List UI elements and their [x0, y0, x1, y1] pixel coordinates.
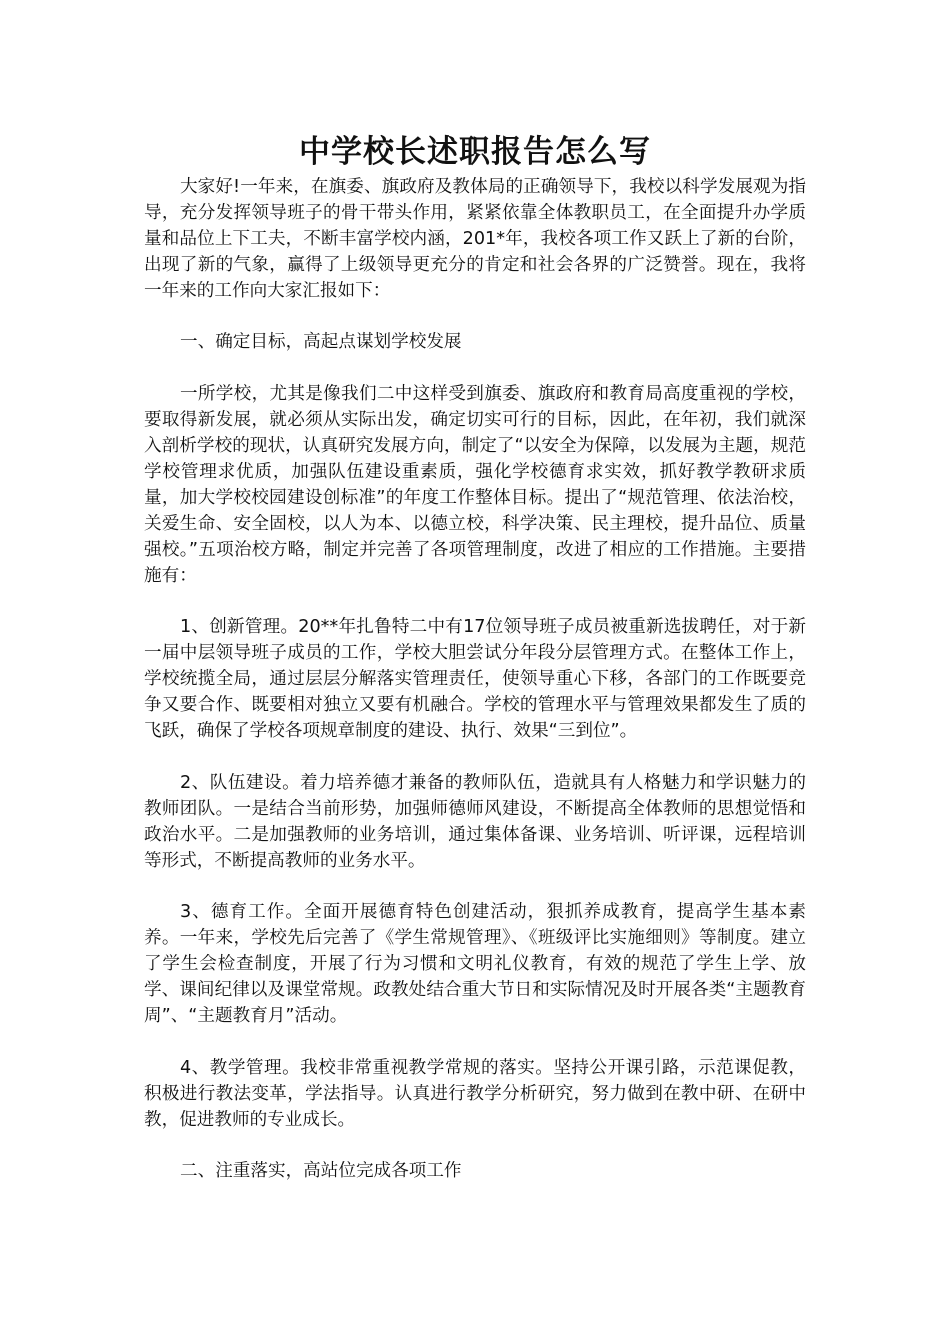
item-2-paragraph: 2、队伍建设。着力培养德才兼备的教师队伍，造就具有人格魅力和学识魅力的教师团队。一是结合当前形势，加强师德师风建设，不断提高全体教师的思想觉悟和政治水平。二是加强教师的业务培训，通过集体备课、业务培训、听评课，远程培训等形式，不断提高教师的业务水平。: [144, 772, 806, 871]
document-page: [144, 0, 806, 1185]
item-1-paragraph: 1、创新管理。20**年扎鲁特二中有17位领导班子成员被重新选拔聘任，对于新一届中层领导班子成员的工作，学校大胆尝试分年段分层管理方式。在整体工作上，学校统揽全局，通过层层分解落实管理责任，使领导重心下移，各部门的工作既要竞争又要合作、既要相对独立又要有机融合。学校的管理水平与管理效果都发生了质的飞跃，确保了学校各项规章制度的建设、执行、效果“三到位”。: [144, 617, 806, 741]
section-heading-1: 一、确定目标，高起点谋划学校发展: [180, 332, 462, 353]
item-3-paragraph: 3、德育工作。全面开展德育特色创建活动，狠抓养成教育，提高学生基本素养。一年来，学校先后完善了《学生常规管理》、《班级评比实施细则》等制度。建立了学生会检查制度，开展了行为习惯和文明礼仪教育，有效的规范了学生上学、放学、课间纪律以及课堂常规。政教处结合重大节日和实际情况及时开展各类“主题教育周”、“主题教育月”活动。: [144, 902, 806, 1026]
document-title: 中学校长述职报告怎么写: [299, 134, 651, 170]
item-4-paragraph: 4、教学管理。我校非常重视教学常规的落实。坚持公开课引路，示范课促教，积极进行教法变革，学法指导。认真进行教学分析研究，努力做到在教中研、在研中教，促进教师的专业成长。: [144, 1057, 806, 1130]
section-heading-2: 二、注重落实，高站位完成各项工作: [180, 1161, 462, 1182]
intro-paragraph: 大家好!一年来，在旗委、旗政府及教体局的正确领导下，我校以科学发展观为指导，充分发挥领导班子的骨干带头作用，紧紧依靠全体教职员工，在全面提升办学质量和品位上下工夫，不断丰富学校内涵，201*年，我校各项工作又跃上了新的台阶，出现了新的气象，赢得了上级领导更充分的肯定和社会各界的广泛赞誉。现在，我将一年来的工作向大家汇报如下：: [144, 177, 806, 301]
section-1-paragraph: 一所学校，尤其是像我们二中这样受到旗委、旗政府和教育局高度重视的学校，要取得新发展，就必须从实际出发，确定切实可行的目标，因此，在年初，我们就深入剖析学校的现状，认真研究发展方向，制定了“以安全为保障，以发展为主题，规范学校管理求优质，加强队伍建设重素质，强化学校德育求实效，抓好教学教研求质量，加大学校校园建设创标准”的年度工作整体目标。提出了“规范管理、依法治校，关爱生命、安全固校，以人为本、以德立校，科学决策、民主理校，提升品位、质量强校。”五项治校方略，制定并完善了各项管理制度，改进了相应的工作措施。主要措施有：: [144, 384, 806, 586]
